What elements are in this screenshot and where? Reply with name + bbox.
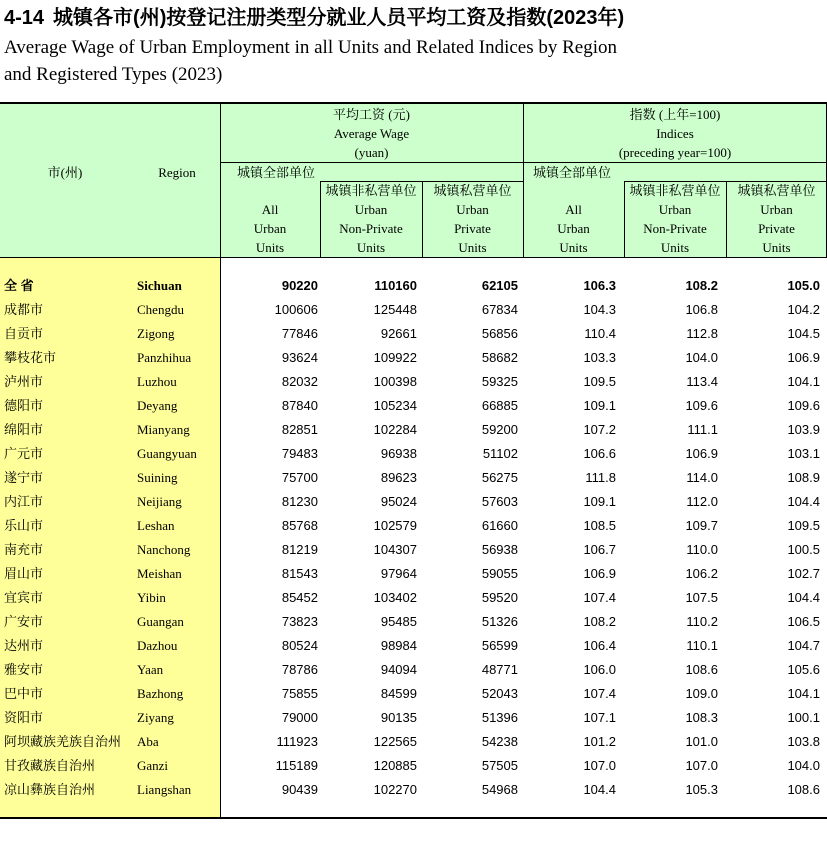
header-indices-group [523, 105, 827, 162]
header-wage-all-units-cn: 城镇全部单位 [237, 165, 316, 180]
region-name-cell: Dazhou [137, 638, 178, 653]
index-private-cell: 109.6 [787, 398, 820, 413]
table-row [0, 682, 827, 706]
index-all-urban-cell: 107.0 [583, 758, 616, 773]
table-row [0, 538, 827, 562]
region-name-cell: Ziyang [137, 710, 174, 725]
table-title-en-line-1: Average Wage of Urban Employment in all Units and Related Indices by Region [4, 37, 617, 58]
header-label-line: Urban [760, 202, 793, 217]
index-all-urban-cell: 104.3 [583, 302, 616, 317]
index-private-cell: 108.9 [787, 470, 820, 485]
index-all-urban-cell: 108.5 [583, 518, 616, 533]
index-all-urban-cell: 107.2 [583, 422, 616, 437]
region-name-cell: Aba [137, 734, 159, 749]
region-name-cell: Bazhong [137, 686, 184, 701]
header-indices-unit: (preceding year=100) [618, 145, 732, 160]
index-private-cell: 104.4 [787, 494, 820, 509]
avg-wage-non-private-cell: 96938 [380, 446, 417, 461]
avg-wage-private-cell: 57603 [481, 494, 518, 509]
header-label-line: Urban [253, 221, 287, 236]
city-name-cell: 绵阳市 [4, 422, 44, 437]
index-non-private-cell: 109.7 [685, 518, 718, 533]
avg-wage-non-private-cell: 92661 [380, 326, 417, 341]
index-all-urban-cell: 104.4 [583, 782, 616, 797]
table-row [0, 586, 827, 610]
header-wage-all-urban-units [220, 200, 320, 257]
index-non-private-cell: 104.0 [685, 350, 718, 365]
city-name-cell: 阿坝藏族羌族自治州 [4, 734, 122, 749]
avg-wage-private-cell: 52043 [481, 686, 518, 701]
index-all-urban-cell: 101.2 [583, 734, 616, 749]
avg-wage-non-private-cell: 98984 [380, 638, 417, 653]
table-number: 4-14 [4, 7, 45, 29]
header-label-line: Urban [354, 202, 388, 217]
header-label-line-cn: 城镇私营单位 [433, 183, 512, 198]
index-all-urban-cell: 107.1 [583, 710, 616, 725]
avg-wage-private-cell: 66885 [481, 398, 518, 413]
avg-wage-private-cell: 59520 [481, 590, 518, 605]
region-name-cell: Yaan [137, 662, 164, 677]
table-row [0, 370, 827, 394]
header-label-line: Non-Private [643, 221, 707, 236]
avg-wage-all-urban-cell: 77846 [281, 326, 318, 341]
avg-wage-private-cell: 56599 [481, 638, 518, 653]
city-name-cell: 眉山市 [4, 566, 44, 581]
index-private-cell: 105.6 [787, 662, 820, 677]
city-name-cell: 甘孜藏族自治州 [4, 758, 96, 773]
avg-wage-private-cell: 59055 [481, 566, 518, 581]
avg-wage-non-private-cell: 84599 [380, 686, 417, 701]
avg-wage-non-private-cell: 100398 [373, 374, 417, 389]
header-city: 市(州) [47, 165, 83, 180]
avg-wage-all-urban-cell: 80524 [281, 638, 318, 653]
table-row [0, 730, 827, 754]
city-name-cell: 南充市 [4, 542, 44, 557]
index-non-private-cell: 110.1 [686, 638, 718, 653]
index-non-private-cell: 106.2 [685, 566, 718, 581]
index-non-private-cell: 108.3 [685, 710, 718, 725]
index-non-private-cell: 110.2 [686, 614, 718, 629]
index-non-private-cell: 106.9 [685, 446, 718, 461]
header-wage-non-private-units [320, 181, 422, 257]
avg-wage-private-cell: 56856 [481, 326, 518, 341]
region-name-cell: Guangan [137, 614, 184, 629]
city-name-cell: 德阳市 [4, 398, 44, 413]
table-row [0, 706, 827, 730]
index-all-urban-cell: 107.4 [583, 686, 616, 701]
region-name-cell: Panzhihua [137, 350, 192, 365]
header-index-all-urban-units [523, 200, 624, 257]
index-private-cell: 105.0 [787, 278, 820, 293]
index-all-urban-cell: 111.8 [585, 470, 616, 485]
avg-wage-private-cell: 56275 [481, 470, 518, 485]
city-name-cell: 广元市 [4, 446, 44, 461]
region-name-cell: Luzhou [137, 374, 177, 389]
city-name-cell: 攀枝花市 [4, 350, 57, 365]
header-label-line: Urban [456, 202, 489, 217]
index-private-cell: 100.1 [787, 710, 820, 725]
avg-wage-non-private-cell: 103402 [373, 590, 417, 605]
region-name-cell: Meishan [137, 566, 182, 581]
index-private-cell: 104.4 [787, 590, 820, 605]
avg-wage-non-private-cell: 110160 [374, 278, 417, 293]
table-body [0, 258, 827, 817]
index-non-private-cell: 108.2 [685, 278, 718, 293]
avg-wage-private-cell: 51326 [481, 614, 518, 629]
index-all-urban-cell: 109.5 [583, 374, 616, 389]
city-name-cell: 广安市 [4, 614, 44, 629]
avg-wage-all-urban-cell: 79000 [281, 710, 318, 725]
avg-wage-non-private-cell: 102284 [373, 422, 417, 437]
index-non-private-cell: 107.5 [685, 590, 718, 605]
avg-wage-non-private-cell: 105234 [373, 398, 417, 413]
avg-wage-all-urban-cell: 79483 [281, 446, 318, 461]
header-region: Region [158, 165, 196, 180]
header-label-line: Urban [658, 202, 692, 217]
table-row [0, 298, 827, 322]
table-row [0, 754, 827, 778]
header-label-line: Urban [557, 221, 590, 236]
avg-wage-all-urban-cell: 81543 [281, 566, 318, 581]
table-row [0, 658, 827, 682]
region-name-cell: Suining [137, 470, 178, 485]
header-wage-private-units [422, 181, 523, 257]
header-label-line: Non-Private [339, 221, 403, 236]
table-row [0, 514, 827, 538]
avg-wage-non-private-cell: 90135 [380, 710, 417, 725]
region-name-cell: Zigong [137, 326, 175, 341]
region-name-cell: Deyang [137, 398, 178, 413]
index-non-private-cell: 109.6 [685, 398, 718, 413]
table-row [0, 490, 827, 514]
index-non-private-cell: 101.0 [685, 734, 718, 749]
table-row [0, 466, 827, 490]
city-name-cell: 全 省 [4, 278, 34, 293]
city-name-cell: 乐山市 [4, 518, 44, 533]
avg-wage-all-urban-cell: 90439 [281, 782, 318, 797]
region-name-cell: Nanchong [137, 542, 191, 557]
index-private-cell: 102.7 [787, 566, 820, 581]
index-all-urban-cell: 106.4 [583, 638, 616, 653]
table-top-rule [0, 102, 827, 104]
city-name-cell: 达州市 [4, 638, 44, 653]
index-non-private-cell: 110.0 [686, 542, 718, 557]
header-label-line: All [565, 202, 582, 217]
index-private-cell: 104.2 [787, 302, 820, 317]
index-all-urban-cell: 106.3 [583, 278, 616, 293]
header-average-wage-group [220, 105, 523, 162]
index-private-cell: 104.5 [787, 326, 820, 341]
index-non-private-cell: 106.8 [685, 302, 718, 317]
city-name-cell: 巴中市 [4, 686, 44, 701]
avg-wage-private-cell: 54968 [481, 782, 518, 797]
avg-wage-non-private-cell: 102270 [373, 782, 417, 797]
header-index-non-private-units [624, 181, 726, 257]
avg-wage-non-private-cell: 125448 [373, 302, 417, 317]
region-name-cell: Guangyuan [137, 446, 197, 461]
city-name-cell: 内江市 [4, 494, 44, 509]
index-private-cell: 100.5 [787, 542, 820, 557]
avg-wage-all-urban-cell: 81230 [281, 494, 318, 509]
avg-wage-all-urban-cell: 73823 [281, 614, 318, 629]
avg-wage-private-cell: 54238 [481, 734, 518, 749]
index-private-cell: 106.5 [787, 614, 820, 629]
avg-wage-all-urban-cell: 111923 [276, 734, 318, 749]
avg-wage-non-private-cell: 120885 [373, 758, 417, 773]
avg-wage-all-urban-cell: 115189 [275, 758, 318, 773]
index-all-urban-cell: 106.6 [583, 446, 616, 461]
avg-wage-private-cell: 58682 [481, 350, 518, 365]
city-name-cell: 凉山彝族自治州 [4, 782, 96, 797]
header-label-line: Units [660, 240, 690, 255]
avg-wage-private-cell: 56938 [481, 542, 518, 557]
index-private-cell: 103.8 [787, 734, 820, 749]
table-row [0, 562, 827, 586]
table-row [0, 322, 827, 346]
index-non-private-cell: 114.0 [686, 470, 718, 485]
region-name-cell: Sichuan [137, 278, 182, 293]
header-average-wage-cn: 平均工资 (元) [333, 107, 410, 122]
index-all-urban-cell: 109.1 [583, 398, 616, 413]
table-row [0, 778, 827, 802]
region-name-cell: Mianyang [137, 422, 190, 437]
index-non-private-cell: 105.3 [685, 782, 718, 797]
region-name-cell: Chengdu [137, 302, 184, 317]
header-label-line: Units [559, 240, 588, 255]
avg-wage-non-private-cell: 95024 [380, 494, 417, 509]
avg-wage-non-private-cell: 94094 [380, 662, 417, 677]
avg-wage-private-cell: 61660 [481, 518, 518, 533]
avg-wage-all-urban-cell: 78786 [281, 662, 318, 677]
index-all-urban-cell: 107.4 [583, 590, 616, 605]
region-name-cell: Leshan [137, 518, 175, 533]
avg-wage-non-private-cell: 122565 [373, 734, 417, 749]
index-private-cell: 109.5 [787, 518, 820, 533]
index-private-cell: 104.0 [787, 758, 820, 773]
avg-wage-non-private-cell: 97964 [380, 566, 417, 581]
city-name-cell: 自贡市 [4, 326, 44, 341]
avg-wage-all-urban-cell: 75855 [281, 686, 318, 701]
avg-wage-all-urban-cell: 90220 [281, 278, 318, 293]
city-name-cell: 资阳市 [4, 710, 44, 725]
header-label-line: All [261, 202, 279, 217]
index-private-cell: 108.6 [787, 782, 820, 797]
index-non-private-cell: 109.0 [685, 686, 718, 701]
header-label-line-cn: 城镇非私营单位 [629, 183, 721, 198]
index-non-private-cell: 112.0 [686, 494, 718, 509]
index-non-private-cell: 107.0 [685, 758, 718, 773]
index-private-cell: 104.1 [787, 686, 820, 701]
header-label-line: Private [454, 221, 491, 236]
avg-wage-private-cell: 62105 [481, 278, 518, 293]
index-all-urban-cell: 106.0 [583, 662, 616, 677]
avg-wage-all-urban-cell: 82851 [281, 422, 318, 437]
avg-wage-private-cell: 51396 [481, 710, 518, 725]
region-name-cell: Yibin [137, 590, 166, 605]
index-all-urban-cell: 106.9 [583, 566, 616, 581]
avg-wage-all-urban-cell: 75700 [281, 470, 318, 485]
index-private-cell: 104.7 [787, 638, 820, 653]
avg-wage-all-urban-cell: 81219 [281, 542, 318, 557]
avg-wage-private-cell: 51102 [482, 446, 518, 461]
avg-wage-non-private-cell: 102579 [373, 518, 417, 533]
table-row [0, 634, 827, 658]
avg-wage-all-urban-cell: 87840 [281, 398, 318, 413]
header-label-line: Units [762, 240, 791, 255]
index-all-urban-cell: 109.1 [583, 494, 616, 509]
city-name-cell: 宜宾市 [4, 590, 44, 605]
avg-wage-private-cell: 48771 [481, 662, 518, 677]
index-non-private-cell: 113.4 [686, 374, 718, 389]
table-row [0, 610, 827, 634]
region-name-cell: Liangshan [137, 782, 192, 797]
avg-wage-all-urban-cell: 93624 [281, 350, 318, 365]
header-label-line-cn: 城镇非私营单位 [325, 183, 417, 198]
table-title-en-line-2: and Registered Types (2023) [4, 64, 223, 85]
index-private-cell: 106.9 [787, 350, 820, 365]
avg-wage-all-urban-cell: 85768 [281, 518, 318, 533]
city-name-cell: 成都市 [4, 302, 44, 317]
table-row [0, 418, 827, 442]
header-average-wage-en: Average Wage [333, 126, 410, 141]
header-label-line: Units [356, 240, 386, 255]
avg-wage-non-private-cell: 109922 [373, 350, 417, 365]
city-name-cell: 雅安市 [4, 662, 44, 677]
header-label-line-cn: 城镇私营单位 [737, 183, 816, 198]
index-all-urban-cell: 106.7 [583, 542, 616, 557]
header-index-all-units-cn: 城镇全部单位 [533, 165, 612, 180]
avg-wage-all-urban-cell: 100606 [274, 302, 318, 317]
index-non-private-cell: 111.1 [687, 422, 718, 437]
avg-wage-private-cell: 57505 [481, 758, 518, 773]
header-label-line: Private [758, 221, 795, 236]
avg-wage-private-cell: 59325 [481, 374, 518, 389]
table-row [0, 394, 827, 418]
header-index-private-units [726, 181, 827, 257]
index-non-private-cell: 112.8 [686, 326, 718, 341]
table-bottom-rule [0, 817, 827, 819]
city-name-cell: 遂宁市 [4, 470, 44, 485]
region-name-cell: Neijiang [137, 494, 182, 509]
header-indices-cn: 指数 (上年=100) [629, 107, 721, 122]
header-indices-en: Indices [656, 126, 694, 141]
region-name-cell: Ganzi [137, 758, 169, 773]
index-all-urban-cell: 110.4 [584, 326, 616, 341]
table-title-cn [4, 6, 624, 30]
index-private-cell: 103.1 [787, 446, 820, 461]
avg-wage-all-urban-cell: 82032 [281, 374, 318, 389]
avg-wage-private-cell: 59200 [481, 422, 518, 437]
table-title-chinese: 城镇各市(州)按登记注册类型分就业人员平均工资及指数(2023年) [53, 7, 625, 29]
avg-wage-non-private-cell: 95485 [380, 614, 417, 629]
avg-wage-non-private-cell: 104307 [373, 542, 417, 557]
header-average-wage-unit: (yuan) [354, 145, 389, 160]
header-label-line: Units [255, 240, 285, 255]
index-private-cell: 104.1 [787, 374, 820, 389]
index-all-urban-cell: 103.3 [583, 350, 616, 365]
index-non-private-cell: 108.6 [685, 662, 718, 677]
city-name-cell: 泸州市 [4, 374, 44, 389]
avg-wage-all-urban-cell: 85452 [281, 590, 318, 605]
table-title-en [4, 34, 617, 88]
avg-wage-private-cell: 67834 [481, 302, 518, 317]
index-private-cell: 103.9 [787, 422, 820, 437]
index-all-urban-cell: 108.2 [583, 614, 616, 629]
header-label-line: Units [458, 240, 487, 255]
table-row-total [0, 274, 827, 298]
avg-wage-non-private-cell: 89623 [380, 470, 417, 485]
table-row [0, 442, 827, 466]
table-row [0, 346, 827, 370]
